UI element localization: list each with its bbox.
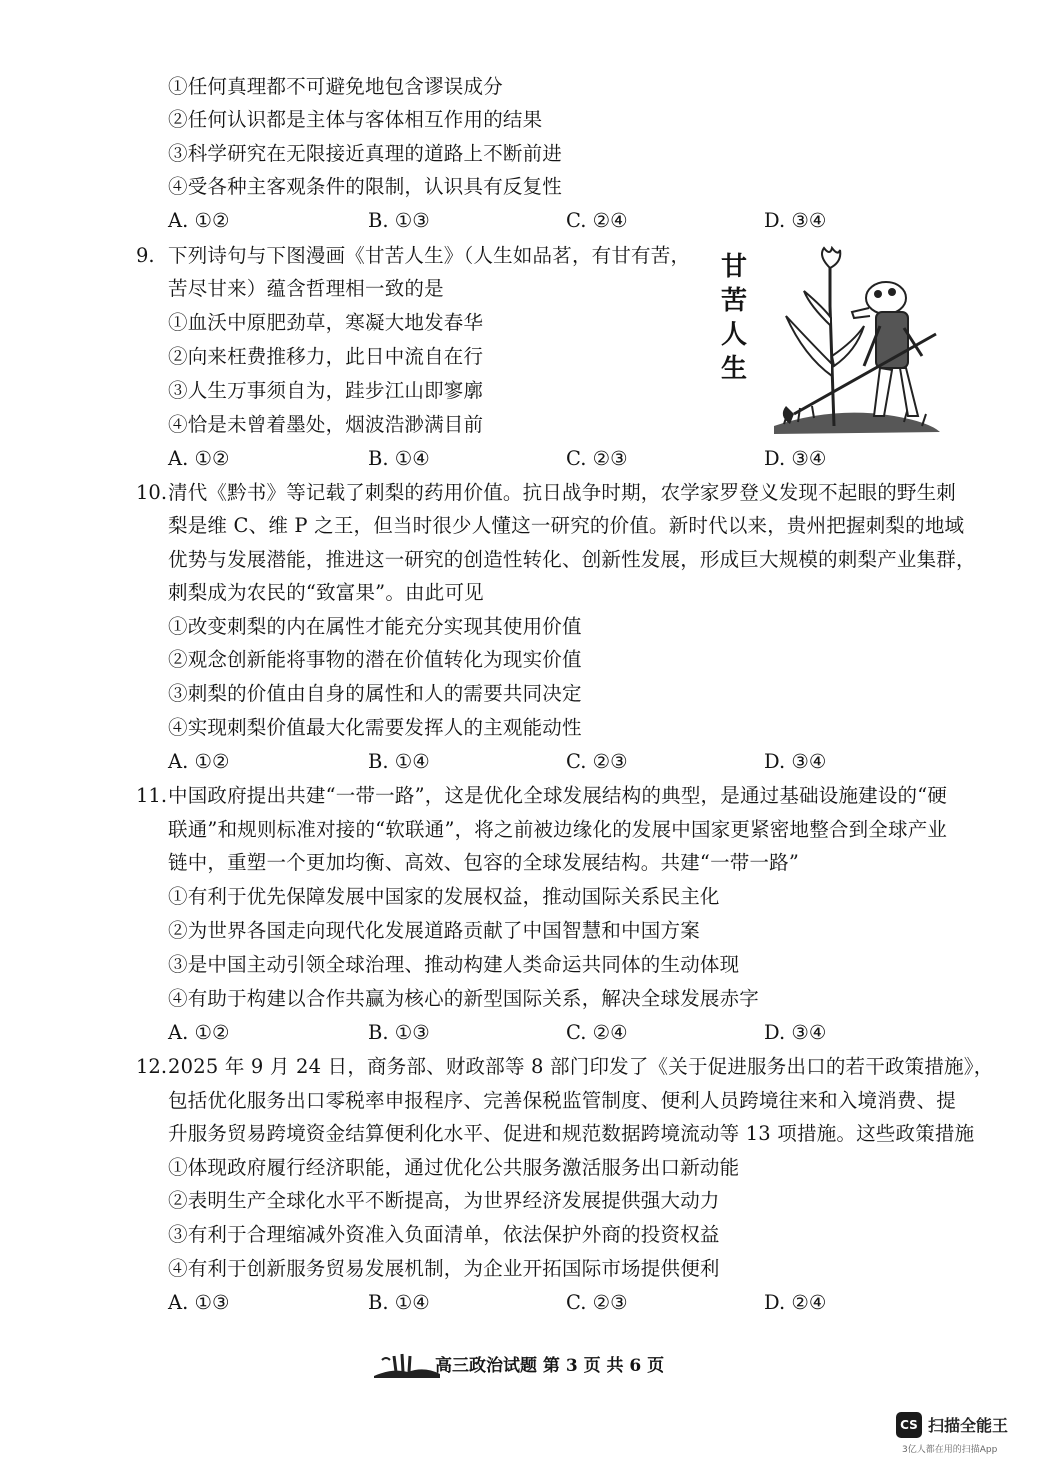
page-footer: 高三政治试题 第 3 页 共 6 页 bbox=[435, 1356, 665, 1376]
q10-number: 10. bbox=[136, 481, 168, 504]
q11-stem-line-1: 中国政府提出共建“一带一路”，这是优化全球发展结构的典型，是通过基础设施建设的“硬 bbox=[168, 784, 948, 807]
camscanner-icon: CS bbox=[896, 1412, 922, 1438]
q12-stem-line-3: 升服务贸易跨境资金结算便利化水平、促进和规范数据跨境流动等 13 项措施。这些政策措施 bbox=[168, 1122, 975, 1145]
q10-option-b: B. ①④ bbox=[368, 750, 430, 773]
q10-stem-line-2: 梨是维 C、维 P 之王，但当时很少人懂这一研究的价值。新时代以来，贵州把握刺梨的地域 bbox=[168, 514, 965, 537]
q12-number: 12. bbox=[136, 1055, 168, 1078]
q11-item-4: ④有助于构建以合作共赢为核心的新型国际关系，解决全球发展赤字 bbox=[168, 987, 760, 1010]
q11-option-b: B. ①③ bbox=[368, 1021, 430, 1044]
scanner-watermark bbox=[896, 1412, 1024, 1458]
q12-item-2: ②表明生产全球化水平不断提高，为世界经济发展提供强大动力 bbox=[168, 1189, 720, 1212]
q12-option-a: A. ①③ bbox=[168, 1291, 230, 1314]
q11-item-3: ③是中国主动引领全球治理、推动构建人类命运共同体的生动体现 bbox=[168, 953, 740, 976]
q9-option-d: D. ③④ bbox=[764, 447, 827, 470]
q8-item-3: ③科学研究在无限接近真理的道路上不断前进 bbox=[168, 142, 563, 165]
q10-option-a: A. ①② bbox=[168, 750, 230, 773]
q11-option-d: D. ③④ bbox=[764, 1021, 827, 1044]
q12-option-b: B. ①④ bbox=[368, 1291, 430, 1314]
q10-option-d: D. ③④ bbox=[764, 750, 827, 773]
q12-option-d: D. ②④ bbox=[764, 1291, 827, 1314]
q8-option-c: C. ②④ bbox=[566, 209, 628, 232]
watermark-tagline: 3亿人都在用的扫描App bbox=[902, 1445, 998, 1455]
cartoon-title-char: 甘 bbox=[720, 252, 747, 282]
q12-item-4: ④有利于创新服务贸易发展机制，为企业开拓国际市场提供便利 bbox=[168, 1257, 720, 1280]
q12-stem-line-2: 包括优化服务出口零税率申报程序、完善保税监管制度、便利人员跨境往来和入境消费、提 bbox=[168, 1089, 957, 1112]
footer-logo-icon bbox=[372, 1350, 442, 1380]
q12-option-c: C. ②③ bbox=[566, 1291, 628, 1314]
q10-stem-line-3: 优势与发展潜能，推进这一研究的创造性转化、创新性发展，形成巨大规模的刺梨产业集群， bbox=[168, 548, 976, 571]
q10-option-c: C. ②③ bbox=[566, 750, 628, 773]
q9-option-b: B. ①④ bbox=[368, 447, 430, 470]
q9-number: 9. bbox=[136, 244, 155, 267]
q11-item-2: ②为世界各国走向现代化发展道路贡献了中国智慧和中国方案 bbox=[168, 919, 700, 942]
q11-stem-line-2: 联通”和规则标准对接的“软联通”，将之前被边缘化的发展中国家更紧密地整合到全球产业 bbox=[168, 818, 948, 841]
cartoon-title-char: 苦 bbox=[720, 286, 747, 316]
q10-stem-line-4: 刺梨成为农民的“致富果”。由此可见 bbox=[168, 581, 484, 604]
q8-option-a: A. ①② bbox=[168, 209, 230, 232]
q8-item-1: ①任何真理都不可避免地包含谬误成分 bbox=[168, 75, 503, 98]
watermark-name: 扫描全能王 bbox=[928, 1416, 1009, 1435]
q11-number: 11. bbox=[136, 784, 168, 807]
cartoon-title-char: 生 bbox=[720, 354, 747, 384]
q9-option-c: C. ②③ bbox=[566, 447, 628, 470]
q10-item-2: ②观念创新能将事物的潜在价值转化为现实价值 bbox=[168, 648, 582, 671]
q9-stem-line-2: 苦尽甘来）蕴含哲理相一致的是 bbox=[168, 277, 444, 300]
q9-item-2: ②向来枉费推移力，此日中流自在行 bbox=[168, 345, 484, 368]
q11-item-1: ①有利于优先保障发展中国家的发展权益，推动国际关系民主化 bbox=[168, 885, 720, 908]
q9-option-a: A. ①② bbox=[168, 447, 230, 470]
q9-item-3: ③人生万事须自为，跬步江山即寥廓 bbox=[168, 379, 484, 402]
q8-option-b: B. ①③ bbox=[368, 209, 430, 232]
q10-item-3: ③刺梨的价值由自身的属性和人的需要共同决定 bbox=[168, 682, 582, 705]
cartoon-title-char: 人 bbox=[720, 320, 747, 350]
q9-stem-line-1: 下列诗句与下图漫画《甘苦人生》（人生如品茗，有甘有苦， bbox=[168, 244, 691, 267]
q10-item-1: ①改变刺梨的内在属性才能充分实现其使用价值 bbox=[168, 615, 582, 638]
q12-item-3: ③有利于合理缩减外资准入负面清单，依法保护外商的投资权益 bbox=[168, 1223, 720, 1246]
q12-stem-line-1: 2025 年 9 月 24 日，商务部、财政部等 8 部门印发了《关于促进服务出口的若干政策措施》， bbox=[168, 1055, 994, 1078]
cartoon-image bbox=[714, 246, 942, 436]
q11-stem-line-3: 链中，重塑一个更加均衡、高效、包容的全球发展结构。共建“一带一路” bbox=[168, 851, 800, 874]
q12-item-1: ①体现政府履行经济职能，通过优化公共服务激活服务出口新动能 bbox=[168, 1156, 740, 1179]
q9-item-4: ④恰是未曾着墨处，烟波浩渺满目前 bbox=[168, 413, 484, 436]
q8-option-d: D. ③④ bbox=[764, 209, 827, 232]
q10-stem-line-1: 清代《黔书》等记载了刺梨的药用价值。抗日战争时期，农学家罗登义发现不起眼的野生刺 bbox=[168, 481, 957, 504]
q11-option-c: C. ②④ bbox=[566, 1021, 628, 1044]
q10-item-4: ④实现刺梨价值最大化需要发挥人的主观能动性 bbox=[168, 716, 582, 739]
q8-item-4: ④受各种主客观条件的限制，认识具有反复性 bbox=[168, 175, 563, 198]
q11-option-a: A. ①② bbox=[168, 1021, 230, 1044]
q8-item-2: ②任何认识都是主体与客体相互作用的结果 bbox=[168, 108, 543, 131]
q9-item-1: ①血沃中原肥劲草，寒凝大地发春华 bbox=[168, 311, 484, 334]
